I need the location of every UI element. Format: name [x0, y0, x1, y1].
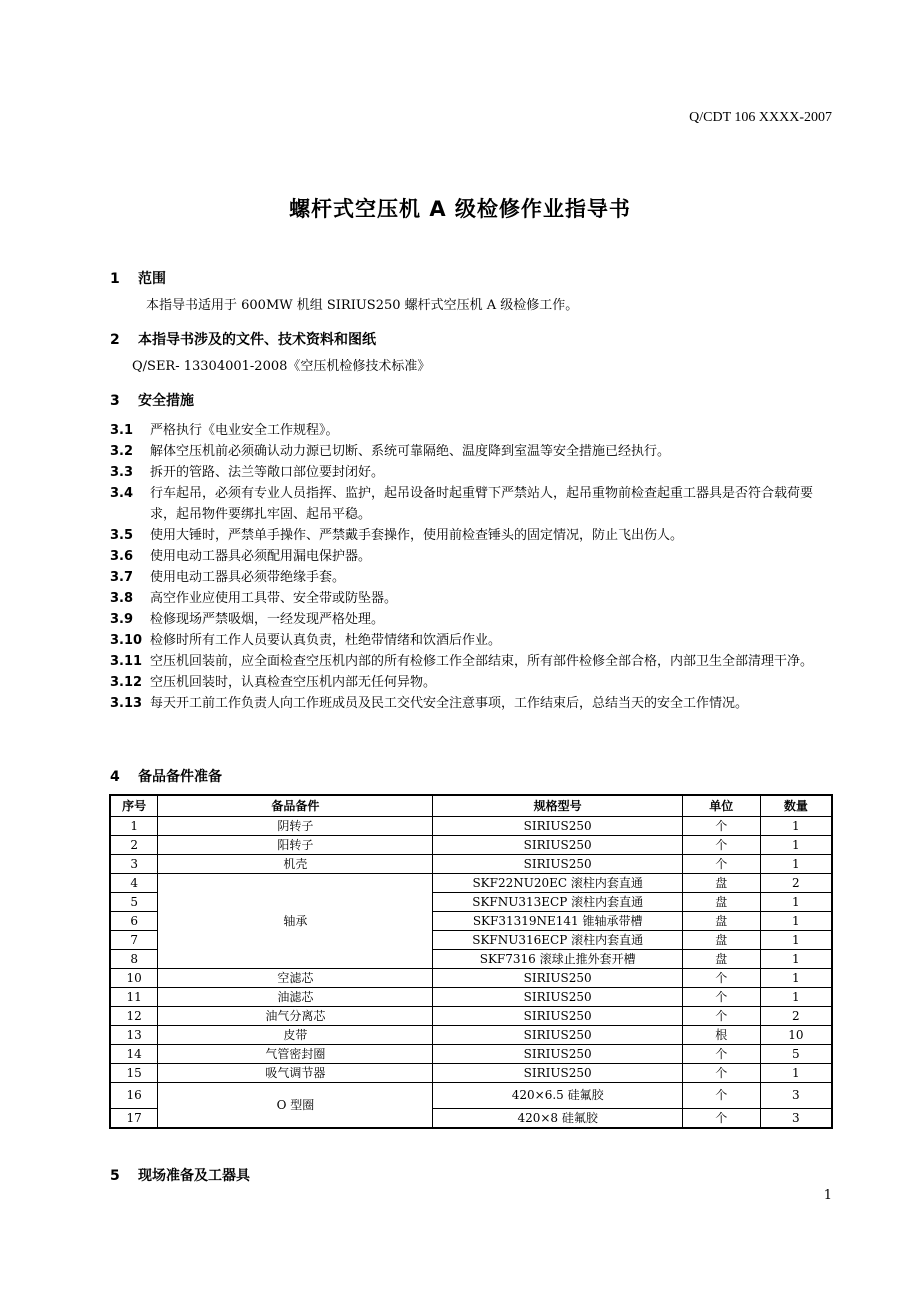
section-title: 范围: [138, 271, 166, 287]
list-item: 3.7 使用电动工器具必须带绝缘手套。: [110, 570, 346, 585]
column-header: 单位: [682, 795, 760, 817]
document-title: 螺杆式空压机 A 级检修作业指导书: [289, 197, 631, 221]
table-row: 17 420×8 硅氟胶 个 3: [110, 1109, 832, 1129]
safety-items-list: [110, 420, 835, 714]
table-row: 10 空滤芯 SIRIUS250 个 1: [110, 969, 832, 988]
table-row: 11 油滤芯 SIRIUS250 个 1: [110, 988, 832, 1007]
list-item: 3.8 高空作业应使用工具带、安全带或防坠器。: [110, 591, 398, 606]
table-row: 8 SKF7316 滚球止推外套开槽 盘 1: [110, 950, 832, 969]
section-2-heading: [110, 329, 376, 349]
spare-parts-table: [109, 794, 833, 1129]
list-item: 3.3 拆开的管路、法兰等敞口部位要封闭好。: [110, 465, 385, 480]
table-row: 14 气管密封圈 SIRIUS250 个 5: [110, 1045, 832, 1064]
o-ring-group-cell: O 型圈: [158, 1083, 433, 1129]
column-header: 规格型号: [433, 795, 682, 817]
table-row: 13 皮带 SIRIUS250 根 10: [110, 1026, 832, 1045]
list-item: 3.12 空压机回装时，认真检查空压机内部无任何异物。: [110, 675, 437, 690]
column-header: 序号: [110, 795, 158, 817]
column-header: 备品备件: [158, 795, 433, 817]
section-2-body: Q/SER- 13304001-2008《空压机检修技术标准》: [132, 359, 431, 374]
list-item: 3.11 空压机回装前，应全面检查空压机内部的所有检修工作全部结束，所有部件检修全部合格，内部卫生全部清理干净。: [110, 654, 814, 669]
list-item: 3.2 解体空压机前必须确认动力源已切断、系统可靠隔绝、温度降到室温等安全措施已经执行。: [110, 444, 671, 459]
table-row: 7 SKFNU316ECP 滚柱内套直通 盘 1: [110, 931, 832, 950]
section-1-heading: [110, 268, 166, 288]
section-3-heading: [110, 390, 194, 410]
section-5-heading: [110, 1165, 250, 1185]
section-title: 备品备件准备: [138, 769, 222, 785]
section-title: 本指导书涉及的文件、技术资料和图纸: [138, 332, 376, 348]
list-item: 3.10 检修时所有工作人员要认真负责，杜绝带情绪和饮酒后作业。: [110, 633, 502, 648]
table-row: 12 油气分离芯 SIRIUS250 个 2: [110, 1007, 832, 1026]
table-row: 3 机壳 SIRIUS250 个 1: [110, 855, 832, 874]
table-row: 15 吸气调节器 SIRIUS250 个 1: [110, 1064, 832, 1083]
section-number: 2: [110, 332, 120, 348]
table-header-row: [110, 795, 832, 817]
list-item: 3.6 使用电动工器具必须配用漏电保护器。: [110, 549, 372, 564]
table-row: 6 SKF31319NE141 锥轴承带槽 盘 1: [110, 912, 832, 931]
list-item: 3.5 使用大锤时，严禁单手操作、严禁戴手套操作，使用前检查锤头的固定情况，防止飞出伤人。: [110, 528, 684, 543]
list-item: 3.1 严格执行《电业安全工作规程》。: [110, 423, 339, 438]
list-item: 3.13 每天开工前工作负责人向工作班成员及民工交代安全注意事项，工作结束后，总结当天的安全工作情况。: [110, 696, 749, 711]
section-number: 1: [110, 271, 120, 287]
document-code: Q/CDT 106 XXXX-2007: [689, 110, 832, 125]
table-row: 4 轴承 SKF22NU20EC 滚柱内套直通 盘 2: [110, 874, 832, 893]
table-row: 5 SKFNU313ECP 滚柱内套直通 盘 1: [110, 893, 832, 912]
column-header: 数量: [760, 795, 832, 817]
section-number: 3: [110, 393, 120, 409]
page-number: 1: [823, 1188, 832, 1203]
section-title: 安全措施: [138, 393, 194, 409]
section-number: 4: [110, 769, 120, 785]
section-1-body: 本指导书适用于 600MW 机组 SIRIUS250 螺杆式空压机 A 级检修工作。: [146, 298, 579, 313]
table-row: 1 阴转子 SIRIUS250 个 1: [110, 817, 832, 836]
section-4-heading: [110, 766, 222, 786]
section-title: 现场准备及工器具: [138, 1168, 250, 1184]
section-number: 5: [110, 1168, 120, 1184]
table-row: 16 O 型圈 420×6.5 硅氟胶 个 3: [110, 1083, 832, 1109]
table-row: 2 阳转子 SIRIUS250 个 1: [110, 836, 832, 855]
list-item: 3.9 检修现场严禁吸烟，一经发现严格处理。: [110, 612, 385, 627]
bearing-group-cell: 轴承: [158, 874, 433, 969]
list-item: 3.4 行车起吊，必须有专业人员指挥、监护，起吊设备时起重臂下严禁站人，起吊重物前检查起重工器具是否符合载荷要求，起吊物件要绑扎牢固、起吊平稳。: [110, 486, 814, 522]
